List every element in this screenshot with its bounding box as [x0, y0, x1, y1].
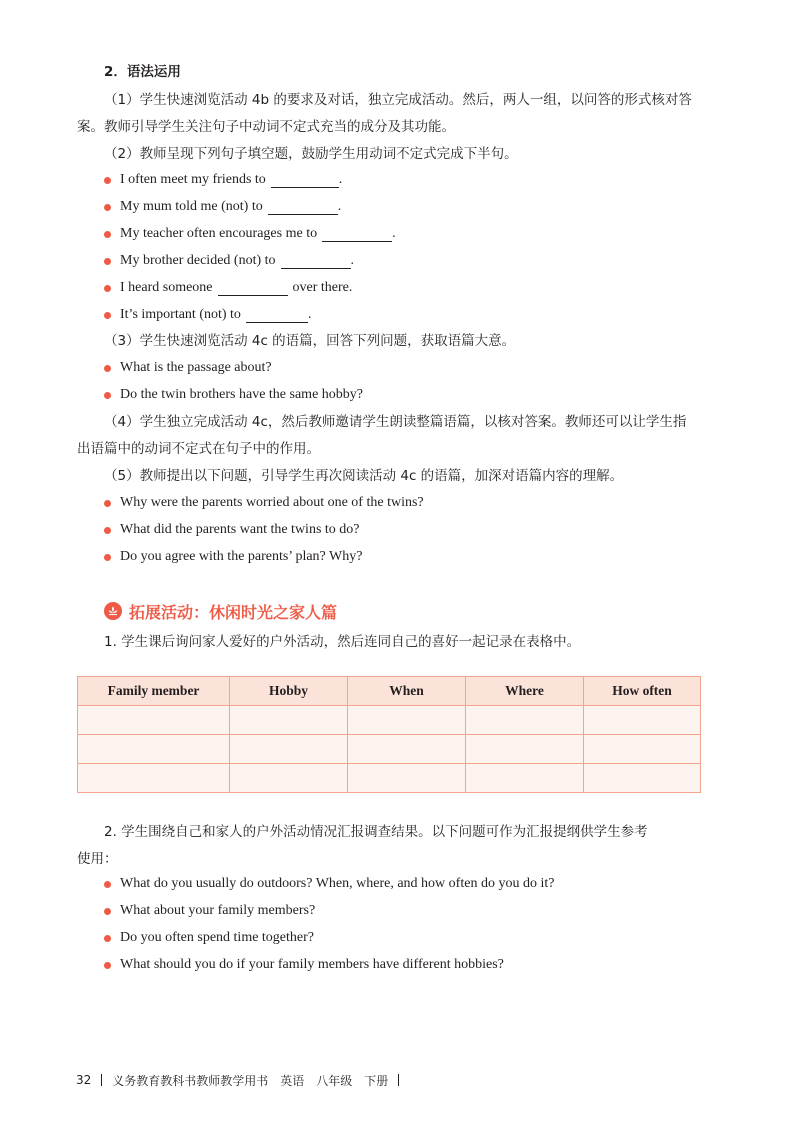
bullet-dot: [104, 527, 111, 534]
paragraph-4-line-1: （4）学生独立完成活动 4c，然后教师邀请学生朗读整篇语篇，以核对答案。教师还可以让学生指: [104, 414, 687, 430]
header-hobby: Hobby: [230, 677, 348, 706]
fill-item: I often meet my friends to .: [104, 170, 342, 190]
extension-item-2-line-2: 使用：: [77, 851, 118, 867]
table-row: [78, 706, 701, 735]
table-cell: [78, 764, 230, 793]
extension-item-2-line-1: 2. 学生围绕自己和家人的户外活动情况汇报调查结果。以下问题可作为汇报提纲供学生参考: [104, 824, 648, 840]
paragraph-5: （5）教师提出以下问题，引导学生再次阅读活动 4c 的语篇，加深对语篇内容的理解。: [104, 468, 624, 484]
report-question: What should you do if your family members have different hobbies?: [104, 955, 504, 975]
bullet-dot: [104, 204, 111, 211]
bullet-dot: [104, 285, 111, 292]
header-when: When: [348, 677, 466, 706]
question-item: Do you agree with the parents’ plan? Why?: [104, 547, 362, 567]
table-cell: [78, 706, 230, 735]
header-where: Where: [466, 677, 584, 706]
table-cell: [466, 706, 584, 735]
table-cell: [466, 735, 584, 764]
report-question: What do you usually do outdoors? When, where, and how often do you do it?: [104, 874, 554, 894]
fill-item: My teacher often encourages me to .: [104, 224, 396, 244]
extension-title-row: [104, 600, 337, 622]
table-cell: [584, 706, 701, 735]
bullet-dot: [104, 908, 111, 915]
table-cell: [466, 764, 584, 793]
report-question: What about your family members?: [104, 901, 315, 921]
page-footer: [76, 1071, 409, 1089]
answer-blank: [281, 254, 351, 269]
bullet-dot: [104, 881, 111, 888]
table-cell: [230, 735, 348, 764]
bullet-dot: [104, 177, 111, 184]
header-family-member: Family member: [78, 677, 230, 706]
table-row: [78, 735, 701, 764]
answer-blank: [322, 227, 392, 242]
table-cell: [584, 735, 701, 764]
table-cell: [230, 706, 348, 735]
family-hobby-table: [77, 676, 701, 793]
footer-divider: [398, 1074, 399, 1086]
bullet-dot: [104, 935, 111, 942]
fill-item: It’s important (not) to .: [104, 305, 311, 325]
extension-item-1: 1. 学生课后询问家人爱好的户外活动，然后连同自己的喜好一起记录在表格中。: [104, 634, 581, 650]
page-number: 32: [76, 1073, 92, 1087]
bullet-dot: [104, 258, 111, 265]
question-item: What is the passage about?: [104, 358, 272, 378]
bullet-dot: [104, 500, 111, 507]
lotus-icon: [104, 602, 122, 620]
extension-title: 拓展活动：休闲时光之家人篇: [129, 602, 338, 622]
paragraph-1-line-1: （1）学生快速浏览活动 4b 的要求及对话，独立完成活动。然后，两人一组，以问答的形式核对答: [104, 92, 692, 108]
question-item: What did the parents want the twins to do?: [104, 520, 360, 540]
answer-blank: [268, 200, 338, 215]
table-header-row: [78, 677, 701, 706]
table-cell: [348, 706, 466, 735]
bullet-dot: [104, 962, 111, 969]
fill-item: My brother decided (not) to .: [104, 251, 354, 271]
table-row: [78, 764, 701, 793]
question-item: Do the twin brothers have the same hobby?: [104, 385, 363, 405]
bullet-dot: [104, 554, 111, 561]
footer-divider: [101, 1074, 102, 1086]
paragraph-1-line-2: 案。教师引导学生关注句子中动词不定式充当的成分及其功能。: [77, 119, 455, 135]
paragraph-4-line-2: 出语篇中的动词不定式在句子中的作用。: [77, 441, 320, 457]
report-question: Do you often spend time together?: [104, 928, 314, 948]
question-item: Why were the parents worried about one of the twins?: [104, 493, 424, 513]
answer-blank: [246, 308, 308, 323]
paragraph-3: （3）学生快速浏览活动 4c 的语篇，回答下列问题，获取语篇大意。: [104, 333, 516, 349]
answer-blank: [218, 281, 288, 296]
bullet-dot: [104, 365, 111, 372]
table-cell: [584, 764, 701, 793]
book-title: 义务教育教科书教师教学用书 英语 八年级 下册: [112, 1073, 389, 1088]
table-cell: [348, 735, 466, 764]
answer-blank: [271, 173, 339, 188]
table-cell: [348, 764, 466, 793]
paragraph-2: （2）教师呈现下列句子填空题，鼓励学生用动词不定式完成下半句。: [104, 146, 518, 162]
bullet-dot: [104, 312, 111, 319]
bullet-dot: [104, 231, 111, 238]
fill-item: My mum told me (not) to .: [104, 197, 341, 217]
table-cell: [78, 735, 230, 764]
bullet-dot: [104, 392, 111, 399]
table-cell: [230, 764, 348, 793]
fill-item: I heard someone over there.: [104, 278, 352, 298]
section-heading: 2．语法运用: [104, 64, 181, 80]
header-how-often: How often: [584, 677, 701, 706]
